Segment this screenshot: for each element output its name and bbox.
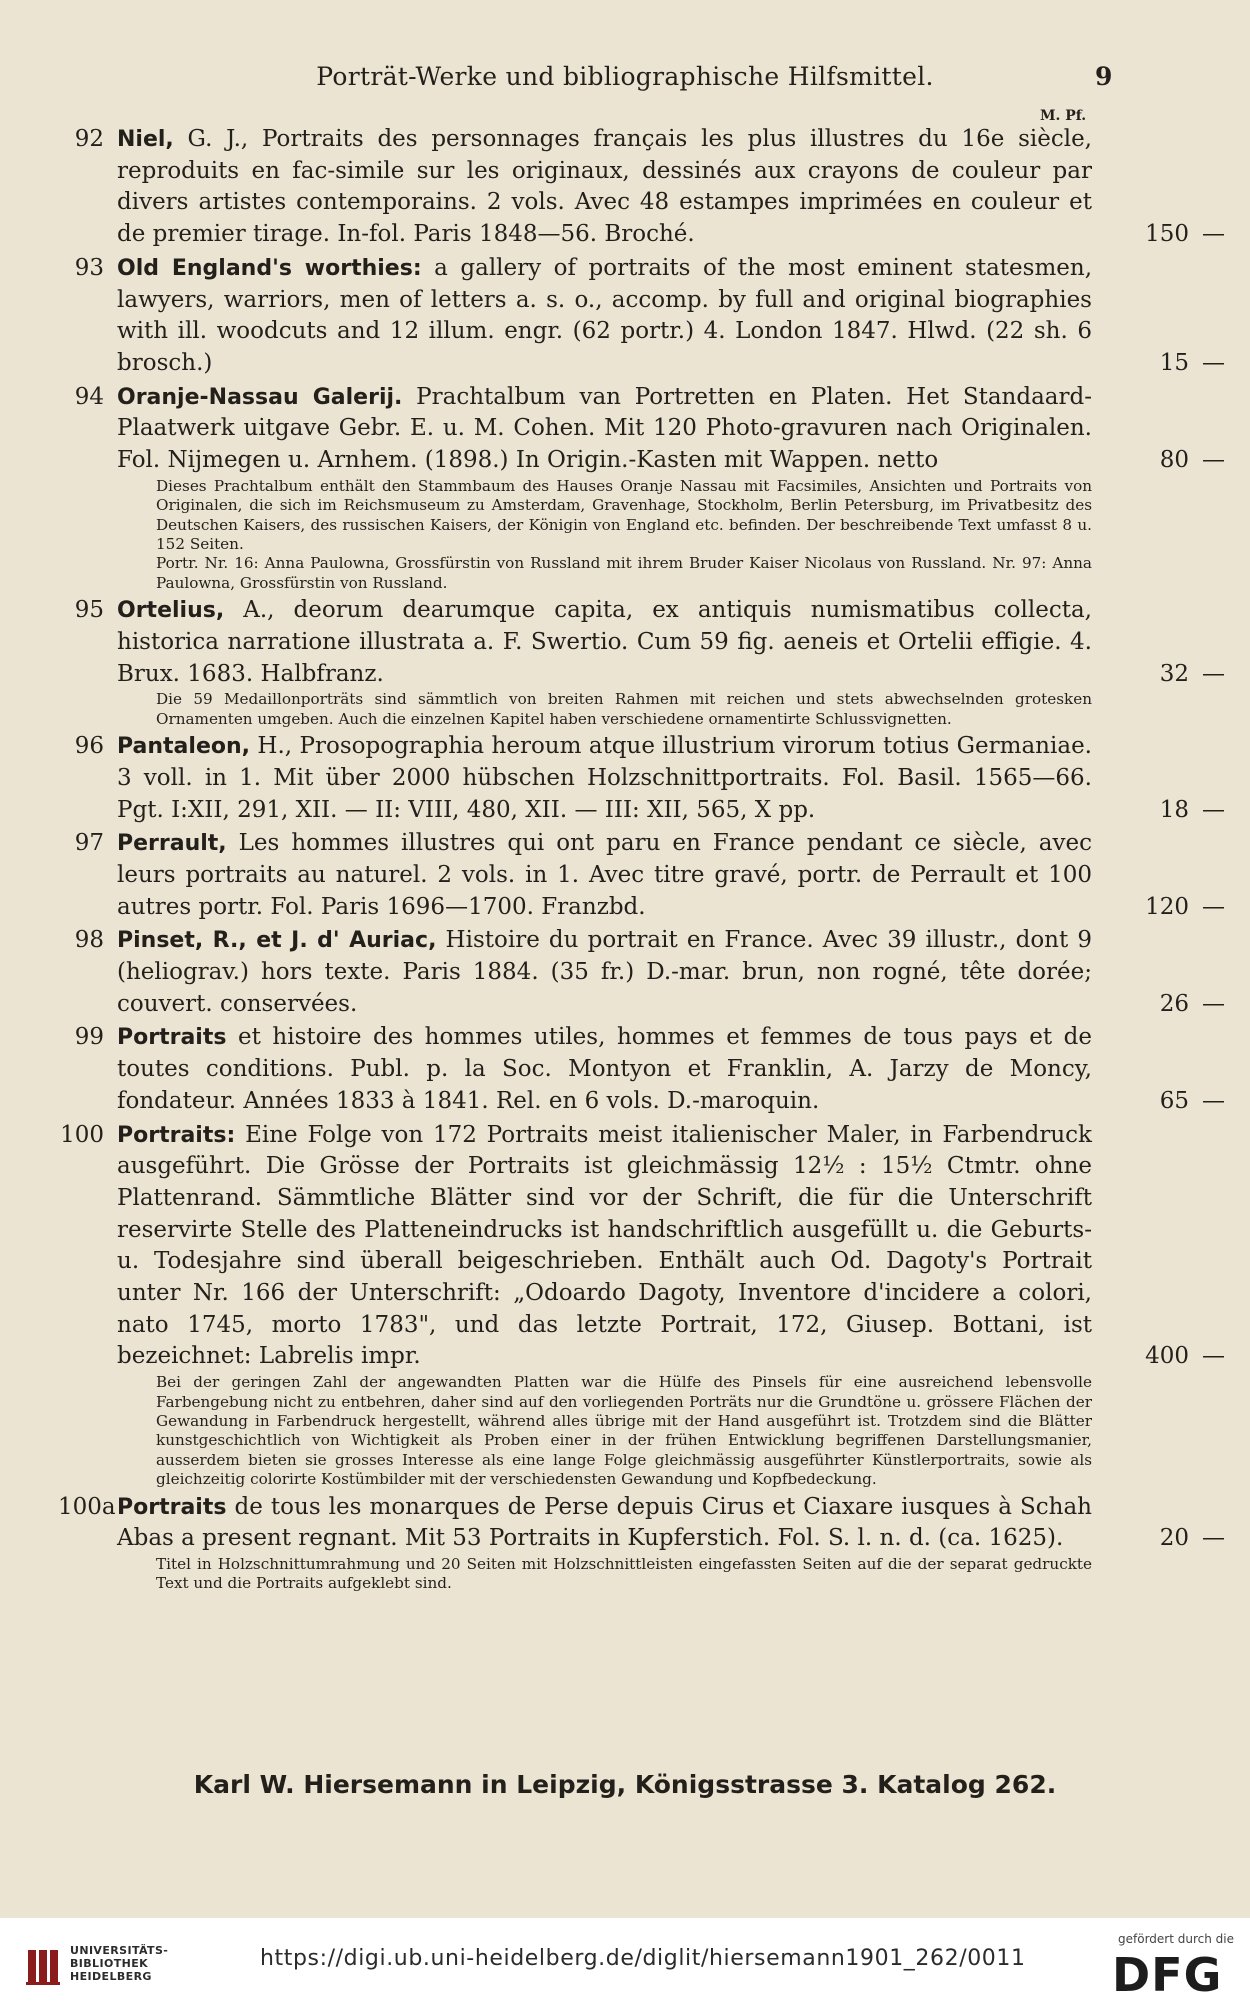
entry-text: G. J., Portraits des personnages français les plus illustres du 16e siècle, reproduits en fac-simile sur les originaux, dessinés aux crayons de couleur par divers artistes contemporains. 2 vols. Avec 48 estampes imprimées en couleur et de premier tirage. In-fol. Paris 1848—56. Broché. bbox=[117, 126, 1092, 248]
entry-description bbox=[117, 595, 1092, 690]
entry-note: Die 59 Medaillonporträts sind sämmtlich von breiten Rahmen mit reichen und stets abwechselnden grotesken Ornamenten umgeben. Auch die einzelnen Kapitel haben verschiedene ornamentirte Schlussvignetten. bbox=[156, 690, 1092, 728]
entry-price-dash: — bbox=[1202, 1087, 1225, 1114]
entry-price-dash: — bbox=[1202, 221, 1225, 248]
entry-title: Old England's worthies: bbox=[117, 255, 422, 281]
entry-price: 120 bbox=[1145, 893, 1189, 920]
entry-text: Histoire du portrait en France. Avec 39 illustr., dont 9 (heliograv.) hors texte. Paris 1884. (35 fr.) D.-mar. brun, non rogné, tête dorée; couvert. conservées. bbox=[117, 927, 1092, 1017]
entry-price: 65 bbox=[1159, 1087, 1189, 1114]
entry-number: 100a bbox=[58, 1493, 116, 1520]
entry-description bbox=[117, 1022, 1092, 1117]
entry-price: 150 bbox=[1145, 221, 1189, 248]
entry-title: Pinset, R., et J. d' Auriac, bbox=[117, 928, 437, 954]
library-logo-text bbox=[70, 1944, 168, 1983]
catalog-entry bbox=[58, 382, 1225, 594]
entry-number: 93 bbox=[74, 254, 104, 281]
entry-price-dash: — bbox=[1202, 893, 1225, 920]
entry-body bbox=[117, 1120, 1225, 1374]
entry-title: Perrault, bbox=[117, 831, 227, 857]
entry-description bbox=[117, 1492, 1092, 1555]
catalog-entry bbox=[58, 595, 1225, 729]
entry-description bbox=[117, 382, 1092, 477]
entry-note: Portr. Nr. 16: Anna Paulowna, Grossfürstin von Russland mit ihrem Bruder Kaiser Nicolaus von Russland. Nr. 97: Anna Paulowna, Grossfürstin von Russland. bbox=[156, 554, 1092, 592]
entry-body bbox=[117, 124, 1225, 251]
entry-text: Eine Folge von 172 Portraits meist italienischer Maler, in Farbendruck ausgeführt. Die Grösse der Portraits ist gleichmässig 12½ : 15½ Ctmtr. ohne Plattenrand. Sämmtliche Blätter sind vor der Schrift, die für die Unterschrift reservirte Stelle des Platteneindrucks ist handschriftlich ausgefüllt u. die Geburts- u. Todesjahre sind überall beigeschrieben. Enthält auch Od. Dagoty's Portrait unter Nr. 166 der Unterschrift: „Odoardo Dagoty, Inventore d'incidere a colori, nato 1745, morto 1783", und das letzte Portrait, 172, Giusep. Bottani, ist bezeichnet: Labrelis impr. bbox=[117, 1121, 1092, 1370]
entry-description bbox=[117, 253, 1092, 380]
catalog-entry bbox=[58, 828, 1225, 923]
entry-body bbox=[117, 253, 1225, 380]
entry-note: Bei der geringen Zahl der angewandten Platten war die Hülfe des Pinsels für eine ausreichend lebensvolle Farbengebung nicht zu entbehren, daher sind auf den vorliegenden Porträts nur die Grundtöne u. grössere Flächen der Gewandung in Farbendruck hergestellt, während alles übrige mit der Hand ausgeführt ist. Trotzdem sind die Blätter kunstgeschichtlich von Wichtigkeit als Proben einer in der frühen Entwicklung begriffenen Darstellungsmanier, ausserdem bieten sie grosses Interesse als eine lange Folge gleichmässig ausgeführter Künstlerportraits, sowie als gleichzeitig colorirte Kostümbilder mit der verschiedensten Gewandung und Kopfbedeckung. bbox=[156, 1373, 1092, 1489]
entry-text: H., Prosopographia heroum atque illustrium virorum totius Germaniae. 3 voll. in 1. Mit über 2000 hübschen Holzschnittportraits. Fol. Basil. 1565—66. Pgt. I:XII, 291, XII. — II: VIII, 480, XII. — III: XII, 565, X pp. bbox=[117, 733, 1092, 823]
permalink-url[interactable]: https://digi.ub.uni-heidelberg.de/diglit/hiersemann1901_262/0011 bbox=[260, 1946, 1026, 1971]
dfg-logo: DFG bbox=[1112, 1948, 1223, 2002]
entry-price: 400 bbox=[1145, 1343, 1189, 1370]
entry-price-dash: — bbox=[1202, 796, 1225, 823]
entry-note: Dieses Prachtalbum enthält den Stammbaum des Hauses Oranje Nassau mit Facsimiles, Ansichten und Portraits von Originalen, die sich im Reichsmuseum zu Amsterdam, Gravenhage, Stockholm, Berlin Petersburg, im Privatbesitz des Deutschen Kaisers, des russischen Kaisers, der Königin von England etc. befinden. Der beschreibende Text umfasst 8 u. 152 Seiten. bbox=[156, 476, 1092, 553]
entry-text: A., deorum dearumque capita, ex antiquis numismatibus collecta, historica narratione illustrata a. F. Swertio. Cum 59 fig. aeneis et Ortelii effigie. 4. Brux. 1683. Halbfranz. bbox=[117, 597, 1092, 687]
catalog-entry bbox=[58, 1120, 1225, 1490]
entry-price: 32 bbox=[1159, 660, 1189, 687]
entry-body bbox=[117, 828, 1225, 923]
entry-number: 95 bbox=[74, 597, 104, 624]
entry-price: 18 bbox=[1159, 796, 1189, 823]
page-number: 9 bbox=[1095, 62, 1113, 91]
catalog-entries bbox=[58, 124, 1225, 1596]
entry-price: 20 bbox=[1159, 1525, 1189, 1552]
entry-title: Portraits: bbox=[117, 1122, 236, 1148]
entry-price-dash: — bbox=[1202, 1525, 1225, 1552]
entry-text: de tous les monarques de Perse depuis Cirus et Ciaxare iusques à Schah Abas a present regnant. Mit 53 Portraits in Kupferstich. Fol. S. l. n. d. (ca. 1625). bbox=[117, 1493, 1092, 1552]
entry-title: Ortelius, bbox=[117, 598, 225, 624]
entry-number: 92 bbox=[74, 126, 104, 152]
entry-body bbox=[117, 925, 1225, 1020]
entry-number: 98 bbox=[74, 927, 104, 954]
entry-number: 94 bbox=[74, 383, 104, 410]
entry-description bbox=[117, 828, 1092, 923]
entry-number: 99 bbox=[74, 1024, 104, 1051]
catalog-entry bbox=[58, 1022, 1225, 1117]
entry-description bbox=[117, 731, 1092, 826]
library-logo-line: HEIDELBERG bbox=[70, 1970, 152, 1983]
entry-text: Les hommes illustres qui ont paru en France pendant ce siècle, avec leurs portraits au naturel. 2 vols. in 1. Avec titre gravé, portr. de Perrault et 100 autres portr. Fol. Paris 1696—1700. Franzbd. bbox=[117, 830, 1092, 920]
entry-title: Oranje-Nassau Galerij. bbox=[117, 384, 403, 410]
catalog-entry bbox=[58, 124, 1225, 251]
entry-description bbox=[117, 1120, 1092, 1374]
entry-price-dash: — bbox=[1202, 447, 1225, 474]
running-title: Porträt-Werke und bibliographische Hilfsmittel. bbox=[316, 62, 934, 91]
library-logo-line: BIBLIOTHEK bbox=[70, 1957, 149, 1970]
entry-body bbox=[117, 1022, 1225, 1117]
entry-body bbox=[117, 595, 1225, 690]
catalog-entry bbox=[58, 1492, 1225, 1594]
entry-price: 15 bbox=[1159, 349, 1189, 376]
entry-price-dash: — bbox=[1202, 1343, 1225, 1370]
entry-price: 80 bbox=[1159, 447, 1189, 474]
entry-body bbox=[117, 382, 1225, 477]
catalog-entry bbox=[58, 731, 1225, 826]
funded-by-label: gefördert durch die bbox=[1118, 1932, 1234, 1946]
catalog-entry bbox=[58, 925, 1225, 1020]
entry-note: Titel in Holzschnittumrahmung und 20 Seiten mit Holzschnittleisten eingefassten Seiten auf die der separat gedruckte Text und die Portraits aufgeklebt sind. bbox=[156, 1555, 1092, 1593]
entry-price-dash: — bbox=[1202, 990, 1225, 1017]
entry-price-dash: — bbox=[1202, 349, 1225, 376]
entry-number: 100 bbox=[60, 1121, 104, 1148]
entry-body bbox=[117, 1492, 1225, 1555]
entry-title: Pantaleon, bbox=[117, 734, 250, 760]
entry-title: Portraits bbox=[117, 1025, 227, 1051]
entry-number: 97 bbox=[74, 830, 104, 857]
entry-price-dash: — bbox=[1202, 660, 1225, 687]
entry-body bbox=[117, 731, 1225, 826]
publisher-imprint: Karl W. Hiersemann in Leipzig, Königsstrasse 3. Katalog 262. bbox=[193, 1770, 1057, 1799]
price-column-label: M. Pf. bbox=[1040, 108, 1087, 124]
entry-price: 26 bbox=[1159, 990, 1189, 1017]
catalog-entry bbox=[58, 253, 1225, 380]
viewer-footer-bar bbox=[0, 1918, 1250, 2009]
university-library-logo-icon bbox=[26, 1946, 60, 1986]
entry-description bbox=[117, 124, 1092, 251]
library-logo-line: UNIVERSITÄTS- bbox=[70, 1944, 169, 1957]
entry-description bbox=[117, 925, 1092, 1020]
entry-number: 96 bbox=[74, 733, 104, 760]
entry-text: Prachtalbum van Portretten en Platen. Het Standaard-Plaatwerk uitgave Gebr. E. u. M. Cohen. Mit 120 Photo-gravuren nach Originalen. Fol. Nijmegen u. Arnhem. (1898.) In Origin.-Kasten mit Wappen. netto bbox=[117, 383, 1092, 474]
entry-text: et histoire des hommes utiles, hommes et femmes de tous pays et de toutes conditions. Publ. p. la Soc. Montyon et Franklin, A. Jarzy de Moncy, fondateur. Années 1833 à 1841. Rel. en 6 vols. D.-maroquin. bbox=[117, 1024, 1092, 1114]
entry-title: Niel, bbox=[117, 127, 174, 152]
entry-title: Portraits bbox=[117, 1494, 227, 1520]
entry-text: a gallery of portraits of the most eminent statesmen, lawyers, warriors, men of letters a. s. o., accomp. by full and original biographies with ill. woodcuts and 12 illum. engr. (62 portr.) 4. London 1847. Hlwd. (22 sh. 6 brosch.) bbox=[117, 254, 1092, 376]
